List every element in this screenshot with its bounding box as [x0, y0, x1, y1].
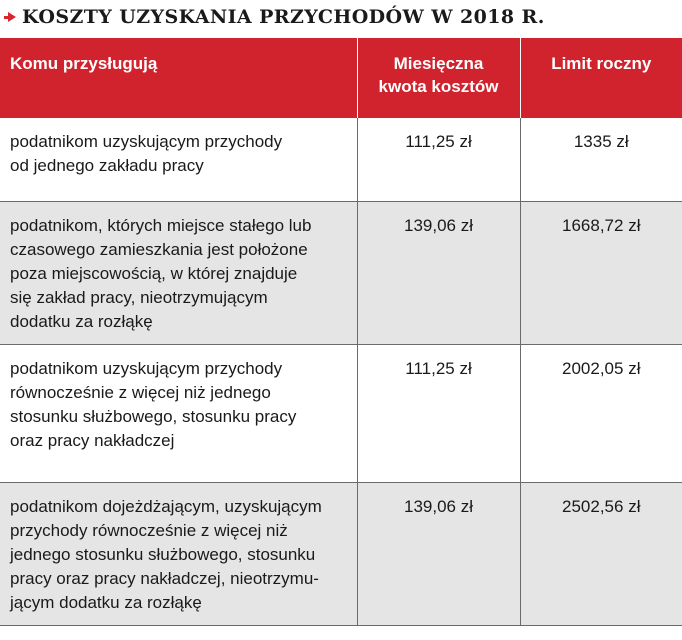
header-monthly — [357, 38, 520, 118]
table-row — [0, 118, 682, 201]
text-line: dodatku za rozłąkę — [10, 311, 153, 331]
text-line: jącym dodatku za rozłąkę — [10, 592, 202, 612]
annual-cell: 2502,56 zł — [520, 482, 682, 625]
arrow-right-icon — [8, 12, 16, 22]
annual-cell: 1668,72 zł — [520, 201, 682, 344]
text-line: stosunku służbowego, stosunku pracy — [10, 406, 297, 426]
annual-cell: 1335 zł — [520, 118, 682, 201]
costs-table — [0, 38, 682, 626]
text-line: podatnikom uzyskującym przychody — [10, 132, 283, 151]
monthly-cell: 111,25 zł — [357, 344, 520, 482]
title-bar — [0, 0, 545, 34]
header-monthly-line1: Miesięczna — [393, 54, 484, 73]
text-line: podatnikom uzyskującym przychody — [10, 358, 283, 378]
text-line: przychody równocześnie z więcej niż — [10, 520, 288, 540]
text-line: jednego stosunku służbowego, stosunku — [10, 544, 316, 564]
text-line: oraz pracy nakładczej — [10, 430, 175, 450]
table-row — [0, 482, 682, 625]
text-line: równocześnie z więcej niż jednego — [10, 382, 271, 402]
monthly-cell: 111,25 zł — [357, 118, 520, 201]
header-recipient: Komu przysługują — [0, 38, 357, 118]
recipient-cell — [0, 482, 357, 625]
annual-cell: 2002,05 zł — [520, 344, 682, 482]
text-line: się zakład pracy, nieotrzymującym — [10, 287, 268, 307]
monthly-cell: 139,06 zł — [357, 482, 520, 625]
header-monthly-line2: kwota kosztów — [378, 77, 499, 96]
recipient-cell — [0, 344, 357, 482]
text-line: pracy oraz pracy nakładczej, nieotrzymu- — [10, 568, 319, 588]
monthly-cell: 139,06 zł — [357, 201, 520, 344]
table-header-row — [0, 38, 682, 118]
recipient-cell — [0, 118, 357, 201]
text-line: poza miejscowością, w której znajduje — [10, 263, 298, 283]
table-row — [0, 344, 682, 482]
table-row — [0, 201, 682, 344]
text-line: czasowego zamieszkania jest położone — [10, 239, 308, 259]
text-line: od jednego zakładu pracy — [10, 156, 204, 175]
recipient-cell — [0, 201, 357, 344]
header-annual: Limit roczny — [520, 38, 682, 118]
page-title: KOSZTY UZYSKANIA PRZYCHODÓW W 2018 R. — [22, 6, 545, 28]
text-line: podatnikom dojeżdżającym, uzyskującym — [10, 496, 322, 516]
text-line: podatnikom, których miejsce stałego lub — [10, 215, 312, 235]
